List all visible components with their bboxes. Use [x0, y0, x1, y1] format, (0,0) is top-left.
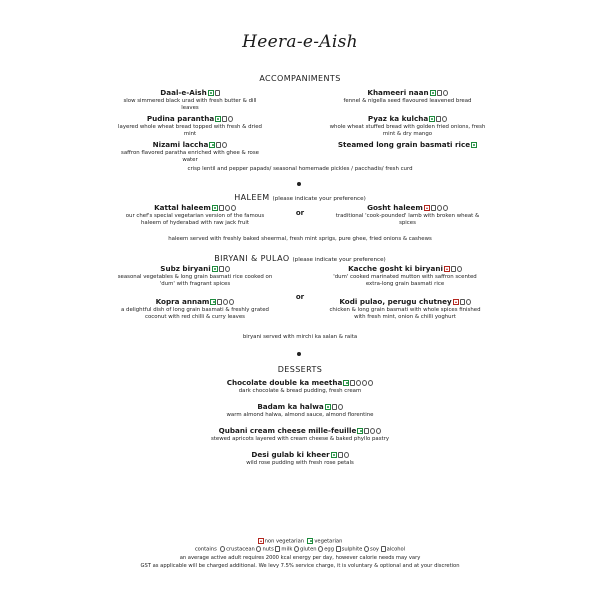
- item-description: stewed apricots layered with cream cheese & baked phyllo pastry: [210, 436, 390, 442]
- haleem-preference-note: (please indicate your preference): [272, 196, 366, 202]
- item-name: Pyaz ka kulcha: [367, 114, 429, 123]
- item-description: 'dum' cooked marinated mutton with saffron scented extra-long grain basmati rice: [333, 274, 477, 287]
- biryani-heading: [0, 254, 600, 263]
- milk-icon: [222, 116, 227, 122]
- menu-item: [330, 203, 485, 226]
- accompaniments-note: crisp lentil and pepper papads/ seasonal homemade pickles / pacchadis/ fresh curd: [187, 166, 413, 172]
- allergen-label: nuts: [262, 546, 274, 553]
- crustacean-icon: [220, 546, 225, 552]
- milk-icon: [364, 428, 369, 434]
- item-description: slow simmered black urad with fresh butter & dill leaves: [123, 98, 257, 111]
- menu-item: [190, 402, 410, 419]
- item-description: layered whole wheat bread topped with fresh & dried mint: [118, 124, 262, 137]
- menu-item: [115, 88, 265, 111]
- vegetarian-icon: [357, 428, 363, 434]
- milk-icon: [451, 266, 456, 272]
- nuts-icon: [457, 266, 462, 272]
- milk-icon: [460, 299, 465, 305]
- non-vegetarian-icon: [444, 266, 450, 272]
- biryani-note: biryani served with mirchi ka salan & raita: [242, 334, 358, 340]
- nuts-icon: [338, 404, 343, 410]
- gluten-icon: [231, 205, 236, 211]
- menu-item: [190, 426, 410, 443]
- vegetarian-icon: [430, 90, 436, 96]
- menu-item: [325, 114, 490, 137]
- gluten-icon: [443, 90, 448, 96]
- biryani-title: BIRYANI & PULAO: [214, 254, 290, 263]
- item-description: saffron flavored paratha enriched with ghee & rose water: [121, 150, 259, 163]
- vegetarian-icon: [208, 90, 214, 96]
- item-name: Khameeri naan: [367, 88, 429, 97]
- milk-icon: [338, 452, 343, 458]
- menu-item: [325, 297, 485, 320]
- allergen-label: alcohol: [386, 546, 406, 553]
- item-description: wild rose pudding with fresh rose petals: [246, 460, 354, 466]
- vegetarian-icon: [325, 404, 331, 410]
- gst-note: GST as applicable will be charged additional. We levy 7.5% service charge, it is voluntary & optional and at your discretion: [140, 563, 460, 569]
- item-name: Kattal haleem: [154, 203, 211, 212]
- nuts-icon: [223, 299, 228, 305]
- vegetarian-icon: [307, 538, 313, 544]
- allergen-label: soy: [370, 546, 379, 553]
- allergen-legend: [0, 546, 600, 553]
- gluten-icon: [443, 205, 448, 211]
- nuts-icon: [344, 452, 349, 458]
- menu-item: [115, 114, 265, 137]
- allergen-label: gluten: [300, 546, 317, 553]
- item-name: Pudina parantha: [146, 114, 215, 123]
- vegetarian-icon: [210, 299, 216, 305]
- accompaniments-heading: ACCOMPANIMENTS: [259, 74, 341, 83]
- haleem-heading: [0, 193, 600, 202]
- item-name: Desi gulab ki kheer: [251, 450, 330, 459]
- allergen-label: sulphite: [341, 546, 363, 553]
- menu-item: [305, 140, 510, 149]
- haleem-title: HALEEM: [234, 193, 270, 202]
- vegetarian-icon: [209, 142, 215, 148]
- gluten-icon: [228, 116, 233, 122]
- item-description: our chef's special vegetarian version of the famous haleem of hyderabad with raw jack fruit: [125, 213, 265, 226]
- milk-icon: [350, 380, 355, 386]
- item-description: whole wheat stuffed bread with golden fried onions, fresh mint & dry mango: [329, 124, 486, 137]
- legend-veg-label: vegetarian: [314, 538, 343, 545]
- nuts-icon: [356, 380, 361, 386]
- menu-item: [115, 297, 275, 320]
- milk-icon: [219, 205, 224, 211]
- item-description: chicken & long grain basmati with whole spices finished with fresh mint, onion & chilli yoghurt: [329, 307, 481, 320]
- menu-item: [115, 140, 265, 163]
- gluten-icon: [362, 380, 367, 386]
- non-vegetarian-icon: [424, 205, 430, 211]
- nuts-icon: [225, 205, 230, 211]
- gluten-icon: [229, 299, 234, 305]
- restaurant-title: Heera-e-Aish: [242, 32, 358, 52]
- milk-icon: [215, 90, 220, 96]
- nuts-icon: [437, 205, 442, 211]
- non-vegetarian-icon: [453, 299, 459, 305]
- milk-icon: [216, 142, 221, 148]
- vegetarian-icon: [429, 116, 435, 122]
- milk-icon: [437, 90, 442, 96]
- gluten-icon: [222, 142, 227, 148]
- item-name: Kopra annam: [155, 297, 210, 306]
- vegetarian-icon: [212, 266, 218, 272]
- item-description: dark chocolate & bread pudding, fresh cream: [238, 388, 362, 394]
- biryani-or: or: [295, 293, 305, 301]
- legend-nonveg-label: non vegetarian: [264, 538, 305, 545]
- nuts-icon: [256, 546, 261, 552]
- section-divider: [297, 182, 301, 186]
- item-description: warm almond halwa, almond sauce, almond florentine: [226, 412, 374, 418]
- allergen-label: egg: [324, 546, 335, 553]
- soy-icon: [364, 546, 369, 552]
- nuts-icon: [370, 428, 375, 434]
- vegetarian-icon: [471, 142, 477, 148]
- section-divider: [297, 352, 301, 356]
- vegetarian-icon: [331, 452, 337, 458]
- gluten-icon: [294, 546, 299, 552]
- gluten-icon: [376, 428, 381, 434]
- item-name: Nizami laccha: [152, 140, 209, 149]
- vegetarian-icon: [343, 380, 349, 386]
- vegetarian-icon: [215, 116, 221, 122]
- diet-legend: [0, 538, 600, 545]
- alcohol-icon: [381, 546, 386, 552]
- item-description: traditional 'cook-pounded' lamb with broken wheat & spices: [335, 213, 480, 226]
- item-description: fennel & nigella seed flavoured leavened bread: [343, 98, 472, 104]
- milk-icon: [217, 299, 222, 305]
- menu-item: [115, 264, 275, 287]
- desserts-heading: DESSERTS: [277, 365, 323, 374]
- item-name: Qubani cream cheese mille-feuille: [218, 426, 357, 435]
- allergen-label: crustacean: [226, 546, 255, 553]
- item-name: Subz biryani: [160, 264, 211, 273]
- milk-icon: [436, 116, 441, 122]
- item-name: Badam ka halwa: [257, 402, 324, 411]
- kcal-note: an average active adult requires 2000 kcal energy per day, however calorie needs may vary: [179, 555, 421, 561]
- menu-item: [190, 378, 410, 395]
- milk-icon: [219, 266, 224, 272]
- milk-icon: [431, 205, 436, 211]
- item-name: Chocolate double ka meetha: [226, 378, 343, 387]
- haleem-note: haleem served with freshly baked sheermal, fresh mint sprigs, pure ghee, fried onions & cashews: [168, 236, 432, 242]
- biryani-preference-note: (please indicate your preference): [292, 257, 386, 263]
- gluten-icon: [442, 116, 447, 122]
- sulphite-icon: [336, 546, 341, 552]
- item-name: Gosht haleem: [367, 203, 423, 212]
- item-name: Daal-e-Aish: [160, 88, 207, 97]
- nuts-icon: [225, 266, 230, 272]
- menu-item: [330, 88, 485, 105]
- item-name: Kacche gosht ki biryani: [348, 264, 443, 273]
- non-vegetarian-icon: [258, 538, 264, 544]
- egg-icon: [318, 546, 323, 552]
- milk-icon: [332, 404, 337, 410]
- item-description: seasonal vegetables & long grain basmati rice cooked on 'dum' with fragrant spices: [117, 274, 273, 287]
- item-description: a delightful dish of long grain basmati & freshly grated coconut with red chilli & curry leaves: [121, 307, 269, 320]
- milk-icon: [275, 546, 280, 552]
- menu-item: [190, 450, 410, 467]
- menu-item: [115, 203, 275, 226]
- allergen-label: milk: [281, 546, 293, 553]
- legend-contains-label: contains: [194, 546, 217, 553]
- menu-item: [325, 264, 485, 287]
- item-name: Kodi pulao, perugu chutney: [339, 297, 452, 306]
- item-name: Steamed long grain basmati rice: [337, 140, 471, 149]
- egg-icon: [368, 380, 373, 386]
- vegetarian-icon: [212, 205, 218, 211]
- nuts-icon: [466, 299, 471, 305]
- haleem-or: or: [295, 209, 305, 217]
